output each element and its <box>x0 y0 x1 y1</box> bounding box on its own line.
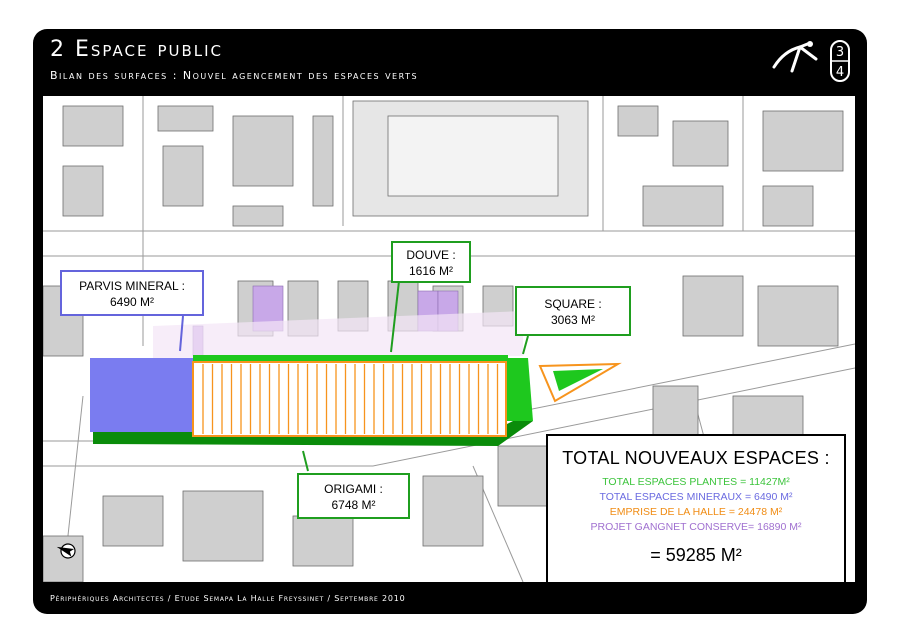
callout-douve-title: DOUVE : <box>406 248 456 262</box>
square-east-area <box>506 358 533 421</box>
logo-number-top: 3 <box>835 45 845 60</box>
callout-parvis-mineral <box>60 270 204 316</box>
callout-origami-title: ORIGAMI : <box>324 482 383 496</box>
douve-area <box>193 355 508 362</box>
callout-origami-value: 6748 M² <box>331 498 376 512</box>
callout-square-title: SQUARE : <box>544 297 602 311</box>
legend-item-halle: EMPRISE DE LA HALLE = 24478 M² <box>609 506 783 518</box>
callout-origami <box>297 473 410 519</box>
legend-heading: TOTAL NOUVEAUX ESPACES : <box>562 448 830 468</box>
legend-item-mineraux: TOTAL ESPACES MINERAUX = 6490 M² <box>599 491 793 503</box>
footer-credits: Périphériques Architectes / Etude Semapa La Halle Freyssinet / Septembre 2010 <box>50 594 406 603</box>
architect-compass-icon <box>770 37 860 85</box>
legend-item-plantes: TOTAL ESPACES PLANTES = 11427M² <box>602 476 790 488</box>
parvis-mineral-area <box>90 358 193 432</box>
logo-number-bottom: 4 <box>835 65 845 80</box>
callout-douve <box>391 241 471 283</box>
callout-square <box>515 286 631 336</box>
origami-pointer <box>303 451 308 471</box>
square-triangle-outline <box>540 364 618 401</box>
square-pointer <box>523 336 528 354</box>
page-subtitle: Bilan des surfaces : Nouvel agencement des espaces verts <box>50 69 419 82</box>
halle-footprint <box>193 362 506 436</box>
callout-parvis-title: PARVIS MINERAL : <box>79 279 185 293</box>
callout-douve-value: 1616 M² <box>408 264 454 278</box>
page-title: 2 Espace public <box>50 37 224 62</box>
callout-square-value: 3063 M² <box>550 313 596 327</box>
legend-item-gangnet: PROJET GANGNET CONSERVE= 16890 M² <box>590 521 802 533</box>
legend-total: = 59285 M² <box>650 545 742 565</box>
logo <box>770 37 860 90</box>
callout-parvis-value: 6490 M² <box>109 295 155 309</box>
surface-totals-legend <box>546 434 846 584</box>
